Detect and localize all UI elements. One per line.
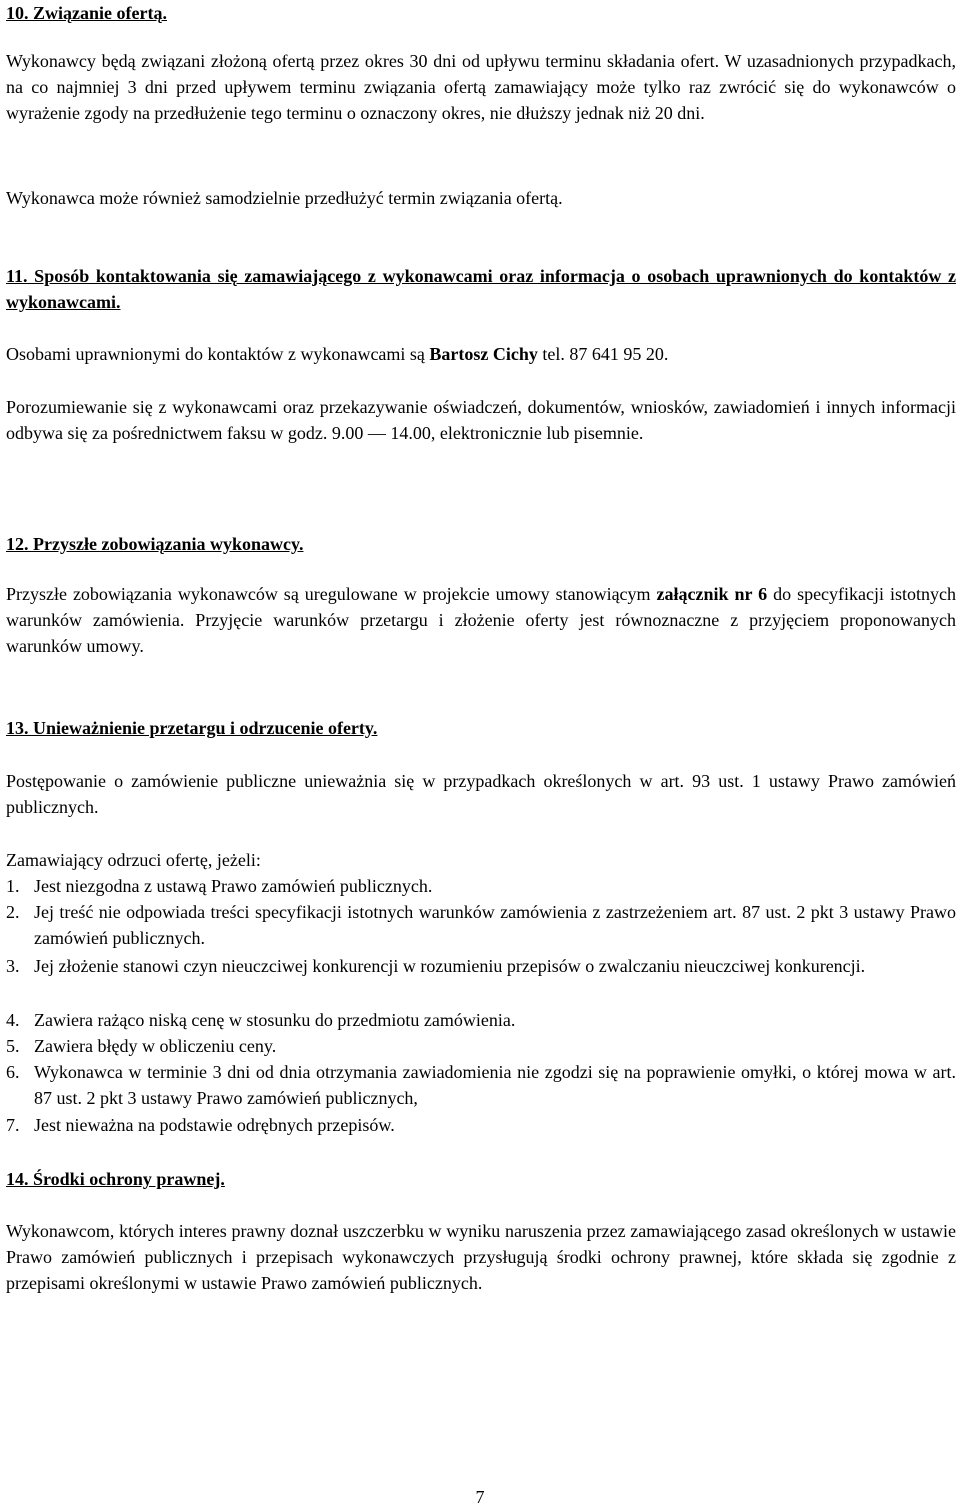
list-item <box>6 1059 956 1111</box>
list-item-text: Jej treść nie odpowiada treści specyfikacji istotnych warunków zamówienia z zastrzeżeniem art. 87 ust. 2 pkt 3 ustawy Prawo zamówień publicznych. <box>34 902 956 948</box>
section-10-para-2-text: W uzasadnionych przypadkach, na co najmniej 3 dni przed upływem terminu związania ofertą zamawiający może tylko raz zwrócić się do wykonawców o wyrażenie zgody na przedłużenie tego terminu o oznaczony okres, nie dłuższy jednak niż 20 dni. <box>6 51 956 123</box>
contact-person-name: Bartosz Cichy <box>429 344 538 364</box>
section-13-para-1: Postępowanie o zamówienie publiczne unieważnia się w przypadkach określonych w art. 93 ust. 1 ustawy Prawo zamówień publicznych. <box>6 771 956 817</box>
section-10-para-1-text: Wykonawcy będą związani złożoną ofertą przez okres 30 dni od upływu terminu składania ofert. <box>6 51 720 71</box>
section-11-para-2: Porozumiewanie się z wykonawcami oraz przekazywanie oświadczeń, dokumentów, wniosków, zawiadomień i innych informacji odbywa się za pośrednictwem faksu w godz. 9.00 — 14.00, elektronicznie lub pisemnie. <box>6 397 956 443</box>
section-13-title: 13. Unieważnienie przetargu i odrzucenie oferty. <box>6 718 378 738</box>
list-item <box>6 1112 956 1138</box>
list-item-text: Zawiera rażąco niską cenę w stosunku do przedmiotu zamówienia. <box>34 1010 516 1030</box>
section-12-title: 12. Przyszłe zobowiązania wykonawcy. <box>6 534 304 554</box>
section-10-para-1 <box>6 48 956 126</box>
list-item-text: Jej złożenie stanowi czyn nieuczciwej konkurencji w rozumieniu przepisów o zwalczaniu nieuczciwej konkurencji. <box>34 956 866 976</box>
section-14-title: 14. Środki ochrony prawnej. <box>6 1169 225 1189</box>
section-11-para-1-post: tel. 87 641 95 20. <box>537 344 669 364</box>
section-14-para-1: Wykonawcom, których interes prawny doznał uszczerbku w wyniku naruszenia przez zamawiającego zasad określonych w ustawie Prawo zamówień publicznych i przepisach wykonawczych przysługują środki ochrony prawnej, które składa się zgodnie z przepisami określonymi w ustawie Prawo zamówień publicznych. <box>6 1221 956 1293</box>
section-10-title: 10. Związanie ofertą. <box>6 3 167 23</box>
list-item-text: Jest nieważna na podstawie odrębnych przepisów. <box>34 1115 395 1135</box>
list-item-number: 1. <box>6 876 20 896</box>
list-item-number: 7. <box>6 1115 20 1135</box>
section-12-para-1-post: do specyfikacji istotnych warunków zamówienia. Przyjęcie warunków przetargu i złożenie oferty jest równoznaczne z przyjęciem proponowanych warunków umowy. <box>6 584 956 656</box>
page-number: 7 <box>475 1487 485 1507</box>
list-item-text: Wykonawca w terminie 3 dni od dnia otrzymania zawiadomienia nie zgodzi się na poprawienie omyłki, o której mowa w art. 87 ust. 2 pkt 3 ustawy Prawo zamówień publicznych, <box>34 1062 956 1108</box>
list-item-number: 2. <box>6 902 20 922</box>
list-item <box>6 899 956 951</box>
list-item <box>6 953 956 979</box>
list-item-text: Jest niezgodna z ustawą Prawo zamówień publicznych. <box>34 876 433 896</box>
list-item-number: 6. <box>6 1062 20 1082</box>
list-item <box>6 1007 956 1033</box>
list-item <box>6 873 956 899</box>
list-item-number: 5. <box>6 1036 20 1056</box>
section-11-title: 11. Sposób kontaktowania się zamawiającego z wykonawcami oraz informacja o osobach uprawnionych do kontaktów z wykonawcami. <box>6 266 956 312</box>
section-12-para-1 <box>6 581 956 659</box>
section-11-para-1 <box>6 341 956 367</box>
section-13-intro: Zamawiający odrzuci ofertę, jeżeli: <box>6 850 261 870</box>
attachment-reference: załącznik nr 6 <box>656 584 768 604</box>
list-item-text: Zawiera błędy w obliczeniu ceny. <box>34 1036 277 1056</box>
list-item-number: 3. <box>6 956 20 976</box>
section-12-para-1-pre: Przyszłe zobowiązania wykonawców są uregulowane w projekcie umowy stanowiącym <box>6 584 657 604</box>
list-item <box>6 1033 956 1059</box>
list-item-number: 4. <box>6 1010 20 1030</box>
section-11-para-1-pre: Osobami uprawnionymi do kontaktów z wykonawcami są <box>6 344 430 364</box>
section-10-para-3: Wykonawca może również samodzielnie przedłużyć termin związania ofertą. <box>6 188 563 208</box>
